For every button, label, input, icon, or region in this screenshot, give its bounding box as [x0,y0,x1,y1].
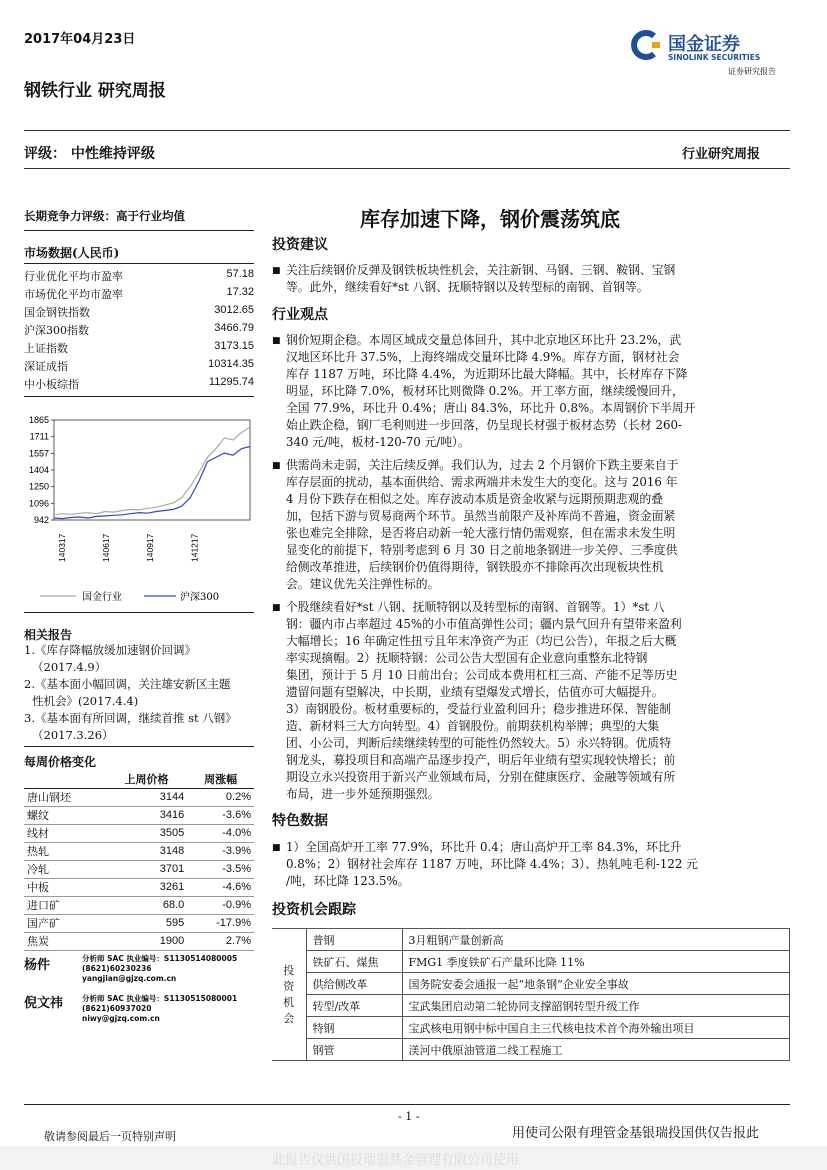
market-row: 深证成指 10314.35 [24,358,254,373]
bullet-icon: ■ [272,603,281,613]
table-row: 特钢 宝武核电用钢中标中国自主三代核电技术首个海外输出项目 [272,1017,790,1039]
divider [24,612,254,613]
market-data-title: 市场数据(人民币) [24,246,120,260]
weekly-price-title: 每周价格变化 [24,755,97,769]
market-row: 上证指数 3173.15 [24,340,254,355]
footer-right-text: 用使司公限有理管金基银瑞投国供仅告报此 [512,1126,760,1141]
related-report[interactable]: 3.《基本面有所回调，继续首推 st 八钢》 [24,711,237,725]
divider [24,396,254,397]
section-feature: 特色数据 [272,813,328,829]
invest-advice: 关注后续钢价反弹及钢铁板块性机会，关注新钢、马钢、三钢、鞍钢、宝钢 等。此外，继续看好*st 八钢、抚顺特钢以及转型标的南钢、首钢等。 [286,263,676,294]
page-number: - 1 - [398,1110,420,1123]
table-row: 铁矿石、煤焦 FMG1 季度铁矿石产量环比降 11% [272,951,790,973]
table-row: 中板 3261 -4.6% [24,878,254,896]
y-tick-label: 1404 [28,465,49,475]
related-report[interactable]: 2.《基本面小幅回调，关注雄安新区主题 [24,677,231,691]
analyst-contact: 分析师 SAC 执业编号：S1130514080005 (8621)60230236 yangjian@gjzq.com.cn [82,954,272,984]
table-row: 供给侧改革 国务院安委会通报一起“地条钢”企业安全事故 [272,973,790,995]
table-row: 线材 3505 -4.0% [24,824,254,842]
table-row: 冷轧 3701 -3.5% [24,860,254,878]
long-term-rating: 长期竞争力评级：高于行业均值 [24,209,185,223]
legend-label: 沪深300 [180,592,220,603]
opportunity-label: 投资机会 [272,929,306,1061]
y-tick-label: 1250 [28,481,49,492]
related-report-date: （2017.3.26） [32,728,114,742]
y-tick-label: 1096 [28,498,49,509]
divider [24,263,254,264]
market-row: 行业优化平均市盈率 57.18 [24,268,254,283]
report-date: 2017年04月23日 [24,32,136,47]
x-tick-label: 140917 [145,533,156,562]
table-row: 螺纹 3416 -3.6% [24,806,254,824]
view-para-1: 钢价短期企稳。本周区域成交量总体回升，其中北京地区环比升 23.2%，武 汉地区环比升 37.5%，上海终端成交量环比降 4.9%。库存方面，钢材社会 库存 1187 万吨，环比降 4.4%，为近期环比最大降幅。其中，长材库存下降 明显，环比降 7.0%，板材环比则微降 0.2%。开工率方面，继续缓慢回升， 全国 77.9%，环比升 0.4%；唐山 84.3%，环比升 0.8%。本周钢价下半周开 始止跌企稳，钢厂毛利则进一步回落，仍呈现长材强于板材态势（长材 260- 340 元/吨，板材-120-70 元/吨）。 [286,333,696,449]
market-row: 沪深300指数 3466.79 [24,322,254,337]
watermark-text: 此报告仅供国投瑞银基金管理有限公司使用 [272,1153,520,1168]
market-row: 中小板综指 11295.74 [24,376,254,391]
divider [24,168,790,169]
related-reports-list [24,642,256,744]
related-report[interactable]: 1.《库存降幅放缓加速钢价回调》 [24,643,196,657]
y-tick-label: 1711 [29,431,49,442]
table-row: 钢管 渼河中俄原油管道二线工程施工 [272,1039,790,1061]
y-tick-label: 1865 [28,415,49,425]
legend-label: 国金行业 [82,592,122,603]
y-tick-label: 942 [33,515,49,525]
divider [24,130,790,131]
table-row: 唐山钢坯 3144 0.2% [24,788,254,806]
x-tick-label: 140317 [57,533,67,562]
index-line-chart [20,408,260,603]
opportunity-table [272,928,790,1061]
analyst-contact: 分析师 SAC 执业编号：S1130515080001 (8621)60937020 niwy@gjzq.com.cn [82,994,272,1024]
table-row: 转型/改革 宝武集团启动第二轮协同支撑韶钢转型升级工作 [272,995,790,1017]
section-track: 投资机会跟踪 [272,902,356,918]
table-row: 热轧 3148 -3.9% [24,842,254,860]
table-row: 投资机会 普钢 3月粗钢产量创新高 [272,929,790,951]
analyst-email[interactable]: niwy@gjzq.com.cn [82,1014,160,1023]
disclaimer-note: 敬请参阅最后一页特别声明 [44,1130,176,1143]
view-para-3: 个股继续看好*st 八钢、抚顺特钢以及转型标的南钢、首钢等。1）*st 八 钢：疆内市占率超过 45%的小市值高弹性公司；疆内景气回升有望带来盈利 大幅增长；16 年确定性扭亏且年末净资产为正（均已公告），年报之后大概 率实现摘帽。2）抚顺特钢：公司公告大型国有企业意向重整东北特钢 集团，预计于 5 月 10 日前出台；公司成本费用杠杠三高、产能不足等历史 遗留问题有望解决，中长期，业绩有望爆发式增长，估值亦可大幅提升。 3）南钢股份。板材重要标的，受益行业盈利回升；稳步推进环保、智能制 造、新材料三大方向转型。4）首钢股份。前期获机构举牌；典型的大集 团、小公司，判断后续继续转型的可能性仍然较大。5）永兴特钢。优质特 钢龙头，募投项目和高端产品逐步投产，明后年业绩有望实现较快增长；前 期设立永兴投资用于新兴产业领域布局，分别在健康医疗、金融等领域有所 布局，进一步外延预期强烈。 [286,600,682,801]
rating: 评级： 中性维持评级 [24,146,155,162]
bullet-icon: ■ [272,843,281,853]
related-report-date: 性机会》(2017.4.4) [32,694,139,708]
x-tick-label: 141217 [189,533,200,562]
x-tick-label: 140617 [101,533,112,562]
brand-logo [628,30,664,60]
section-invest: 投资建议 [272,237,328,253]
divider [24,746,254,747]
related-reports-title: 相关报告 [24,628,73,642]
analyst-email[interactable]: yangjian@gjzq.com.cn [82,974,177,983]
brand-english: SINOLINK SECURITIES [668,53,761,62]
table-row: 焦炭 1900 2.7% [24,932,254,950]
watermark-band [0,1146,827,1170]
report-category: 行业研究周报 [682,147,761,162]
market-row: 市场优化平均市盈率 17.32 [24,286,254,301]
market-row: 国金钢铁指数 3012.65 [24,304,254,319]
divider [24,1104,790,1105]
weekly-price-table [24,770,254,951]
table-row: 国产矿 595 -17.9% [24,914,254,932]
section-view: 行业观点 [272,307,328,323]
bullet-icon: ■ [272,461,281,471]
headline: 库存加速下降，钢价震荡筑底 [360,207,620,231]
view-para-2: 供需尚未走弱，关注后续反弹。我们认为，过去 2 个月钢价下跌主要来自于 库存层面的扰动，基本面供给、需求两端并未发生大的变化。这与 2016 年 4 月份下跌存在相似之处。库存波动本质是资金收紧与远期预期悲观的叠 加，包括下游与贸易商两个环节。虽然当前限产及补库尚不普遍，资金面紧 张也难完全排除，是否将启动新一轮大涨行情仍需观察，但在需求未发生明 显变化的前提下，特别考虑到 6 月 30 日之前地条钢进一步关停、三季度供 给侧改革推进，后续钢价仍值得期待，钢铁股亦不排除再次出现板块性机 会。建议优先关注弹性标的。 [286,458,679,591]
feature-data: 1）全国高炉开工率 77.9%，环比升 0.4；唐山高炉开工率 84.3%，环比升 0.8%；2）钢材社会库存 1187 万吨，环比降 4.4%；3）、热轧吨毛利-122 元 /吨，环比降 123.5%。 [286,840,698,888]
series-line-国金行业 [54,427,250,515]
analyst-name: 倪文祎 [24,996,64,1011]
table-header-row: 上周价格 周涨幅 [24,770,254,788]
analyst-name: 杨件 [24,958,51,973]
brand-name: 国金证券 [668,34,740,55]
table-row: 进口矿 68.0 -0.9% [24,896,254,914]
bullet-icon: ■ [272,266,281,276]
bullet-icon: ■ [272,336,281,346]
brand-subtitle: 证券研究报告 [728,67,776,76]
report-title: 钢铁行业 研究周报 [24,81,166,101]
y-tick-label: 1557 [28,448,49,459]
chart-plot-area [54,420,250,520]
divider [24,230,254,231]
related-report-date: （2017.4.9） [32,660,107,674]
